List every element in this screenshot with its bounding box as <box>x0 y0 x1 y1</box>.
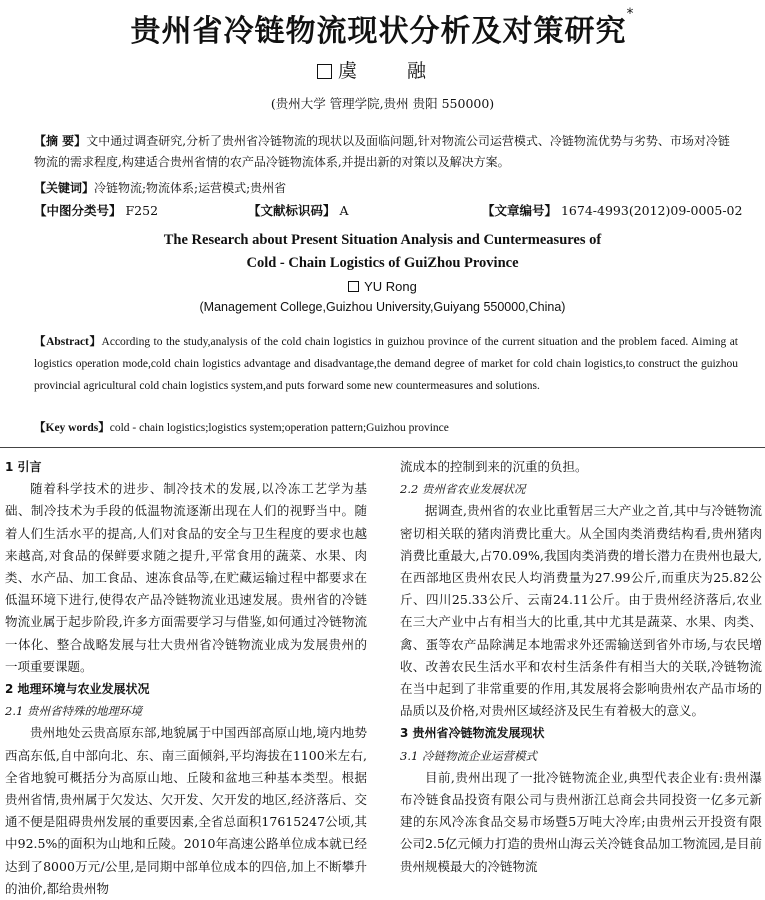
en-title-line1: The Research about Present Situation Analysis and Cuntermeasures of <box>163 232 602 248</box>
en-author-box-icon <box>348 281 359 292</box>
right-column <box>400 456 762 878</box>
left-column <box>5 456 367 900</box>
paper-title: 贵州省冷链物流现状分析及对策研究* <box>130 6 635 49</box>
en-keywords: 【Key words】cold - chain logistics;logistics system;operation pattern;Guizhou province <box>34 422 449 434</box>
heading-intro: 1 引言 <box>5 460 42 474</box>
author-box-icon <box>317 64 332 79</box>
paragraph-intro: 随着科学技术的进步、制冷技术的发展,以冷冻工艺学为基础、制冷技术为手段的低温物流逐渐出现在人们的视野当中。随着人们生活水平的提高,人们对食品的安全与卫生程度的要求也越来越高,对食品的保鲜要求随之提升,平常食用的蔬菜、水果、肉类、水产品、加工食品、速冻食品等,在贮藏运输过程中都要求在低温环境下进行,使得农产品冷链物流业迅速发展。贵州省的冷链物流业属于起步阶段,许多方面需要学习与借鉴,如何通过冷链物流一体化、整合战略发展与壮大贵州省冷链物流业成为发展贵州的一项重要课题。 <box>5 481 367 674</box>
paragraph-enterprises: 目前,贵州出现了一批冷链物流企业,典型代表企业有:贵州瀑布冷链食品投资有限公司与贵州浙江总商会共同投资一亿多元新建的东风冷冻食品交易市场暨5万吨大冷库;由贵州云开投资有限公司2.5亿元倾力打造的贵州山海云关冷链食品加工物流园,是目前贵州规模最大的冷链物流 <box>400 769 762 874</box>
author: 虞 融 <box>0 56 765 83</box>
subheading-2-1: 2.1 贵州省特殊的地理环境 <box>5 704 142 719</box>
zh-keywords: 【关键词】冷链物流;物流体系;运营模式;贵州省 <box>34 181 287 195</box>
subheading-3-1: 3.1 冷链物流企业运营模式 <box>400 748 537 763</box>
paragraph-agri: 据调查,贵州省的农业比重暂居三大产业之首,其中与冷链物流密切相关联的猪肉消费比重大。从全国肉类消费结构看,贵州猪肉消费比重最大,占70.09%,我国肉类消费的增长潜力在贵州也最大,在西部地区贵州农民人均消费量为27.99公斤,而重庆为25.82公斤、四川25.33公斤、云南24.11公斤。由于贵州经济落后,农业在三大产业中占有相当大的比重,其中尤其是蔬菜、水果、肉类、禽、蛋等农产品除满足本地需求外还需输送到省外市场,与农民增收、改善农民生活水平和农村生活条件有相当大的关联,冷链物流在当中起到了非常重要的作用,其发展将会影响贵州农产品市场的品质以及价格,对贵州区域经济及民生有着极大的意义。 <box>400 503 762 719</box>
paragraph-geo: 贵州地处云贵高原东部,地貌属于中国西部高原山地,境内地势西高东低,自中部向北、东、南三面倾斜,平均海拔在1100米左右,全省地貌可概括分为高原山地、丘陵和盆地三种基本类型。根据贵州省情,贵州属于欠发达、欠开发、欠开发的地区,经济落后、交通不便是阻碍贵州发展的重要因素,全省总面积17615247公顷,其中92.5%的面积为山地和丘陵。2010年高速公路单位成本就已经达到了8000万元/公里,是同期中部单位成本的四倍,加上不断攀升的油价,都给贵州物 <box>5 725 367 896</box>
classification-meta: 【中图分类号】 F252 【文献标识码】 A 【文章编号】 1674-4993(2012)09-0005-02 <box>34 203 743 218</box>
en-abstract: 【Abstract】According to the study,analysis of the cold chain logistics in guizhou province of the current situation and the problem faced. Aiming at logistics operation mode,cold chain logistics advantage and disadvantage,the demand degree of market for cold chain logistics,to construct the guizhou provincial agricultural cold chain logistics system,and puts forward some new countermeasures and solutions. <box>34 336 738 392</box>
paragraph-cont: 流成本的控制到来的沉重的负担。 <box>400 459 588 474</box>
section-divider <box>0 447 765 448</box>
heading-geo: 2 地理环境与农业发展状况 <box>5 682 150 697</box>
subheading-2-2: 2.2 贵州省农业发展状况 <box>400 482 526 497</box>
affiliation: (贵州大学 管理学院,贵州 贵阳 550000) <box>270 96 495 111</box>
en-author: YU Rong <box>0 279 765 294</box>
heading-status: 3 贵州省冷链物流发展现状 <box>400 726 545 741</box>
en-title-line2: Cold - Chain Logistics of GuiZhou Province <box>246 255 519 271</box>
en-affiliation: (Management College,Guizhou University,Guiyang 550000,China) <box>199 300 566 314</box>
zh-abstract: 【摘 要】文中通过调查研究,分析了贵州省冷链物流的现状以及面临问题,针对物流公司运营模式、冷链物流优势与劣势、市场对冷链物流的需求程度,构建适合贵州省情的农产品冷链物流体系,并提出新的对策以及解决方案。 <box>34 134 730 169</box>
